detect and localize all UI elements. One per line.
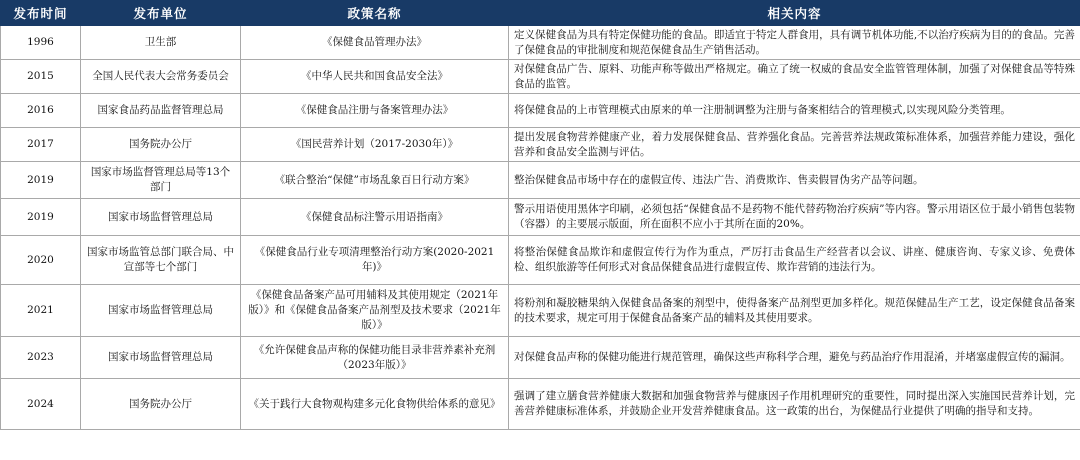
content-cell: 对保健食品声称的保健功能进行规范管理，确保这些声称科学合理，避免与药品治疗作用混淆，并堵塞虚假宣传的漏洞。 — [509, 337, 1080, 379]
policy-cell: 《允许保健食品声称的保健功能目录非营养素补充剂（2023年版）》 — [241, 337, 509, 379]
year-cell: 2016 — [1, 94, 81, 128]
content-cell: 将整治保健食品欺诈和虚假宣传行为作为重点，严厉打击食品生产经营者以会议、讲座、健康咨询、专家义诊、免费体检、组织旅游等任何形式对食品保健食品进行虚假宣传、欺诈营销的违法行为。 — [509, 236, 1080, 285]
policy-cell: 《保健食品行业专项清理整治行动方案(2020-2021年)》 — [241, 236, 509, 285]
unit-cell: 国务院办公厅 — [81, 379, 241, 430]
unit-cell: 国家市场监督管理总局 — [81, 337, 241, 379]
table-row — [1, 128, 1080, 162]
table-row — [1, 337, 1080, 379]
unit-cell: 国务院办公厅 — [81, 128, 241, 162]
table-row — [1, 94, 1080, 128]
year-cell: 2020 — [1, 236, 81, 285]
header-content: 相关内容 — [509, 1, 1080, 26]
table-row — [1, 236, 1080, 285]
policy-cell: 《保健食品备案产品可用辅料及其使用规定（2021年版）》和《保健食品备案产品剂型及技术要求（2021年版）》 — [241, 285, 509, 337]
table-row — [1, 199, 1080, 236]
year-cell: 2019 — [1, 162, 81, 199]
unit-cell: 国家市场监管总部门联合局、中宣部等七个部门 — [81, 236, 241, 285]
year-cell: 2015 — [1, 60, 81, 94]
policy-cell: 《保健食品管理办法》 — [241, 26, 509, 60]
policy-cell: 《保健食品注册与备案管理办法》 — [241, 94, 509, 128]
header-policy: 政策名称 — [241, 1, 509, 26]
year-cell: 2023 — [1, 337, 81, 379]
year-cell: 2021 — [1, 285, 81, 337]
unit-cell: 国家市场监督管理总局 — [81, 285, 241, 337]
header-date: 发布时间 — [1, 1, 81, 26]
table-row — [1, 285, 1080, 337]
content-cell: 强调了建立膳食营养健康大数据和加强食物营养与健康因子作用机理研究的重要性，同时提出深入实施国民营养计划，完善营养健康标准体系，并鼓励企业开发营养健康食品。这一政策的出台，为保健品行业提供了明确的指导和支持。 — [509, 379, 1080, 430]
table-row — [1, 60, 1080, 94]
unit-cell: 卫生部 — [81, 26, 241, 60]
content-cell: 将粉剂和凝胶糖果纳入保健食品备案的剂型中，使得备案产品剂型更加多样化。规范保健品生产工艺，设定保健食品备案的技术要求，规定可用于保健食品备案产品的辅料及其使用要求。 — [509, 285, 1080, 337]
policy-cell: 《中华人民共和国食品安全法》 — [241, 60, 509, 94]
policy-cell: 《联合整治“保健”市场乱象百日行动方案》 — [241, 162, 509, 199]
table-row — [1, 379, 1080, 430]
unit-cell: 国家市场监督管理总局等13个部门 — [81, 162, 241, 199]
policy-cell: 《保健食品标注警示用语指南》 — [241, 199, 509, 236]
year-cell: 2017 — [1, 128, 81, 162]
content-cell: 对保健食品广告、原料、功能声称等做出严格规定。确立了统一权威的食品安全监管管理体制，加强了对保健食品等特殊食品的监管。 — [509, 60, 1080, 94]
content-cell: 整治保健食品市场中存在的虚假宣传、违法广告、消费欺诈、售卖假冒伪劣产品等问题。 — [509, 162, 1080, 199]
policy-cell: 《关于践行大食物观构建多元化食物供给体系的意见》 — [241, 379, 509, 430]
unit-cell: 国家市场监督管理总局 — [81, 199, 241, 236]
table-row — [1, 26, 1080, 60]
unit-cell: 国家食品药品监督管理总局 — [81, 94, 241, 128]
content-cell: 定义保健食品为具有特定保健功能的食品。即适宜于特定人群食用，具有调节机体功能,不以治疗疾病为目的的食品。完善了保健食品的审批制度和规范保健食品生产销售活动。 — [509, 26, 1080, 60]
table-body — [1, 26, 1080, 430]
header-row — [1, 1, 1080, 26]
content-cell: 警示用语使用黑体字印刷，必须包括“保健食品不是药物不能代替药物治疗疾病”等内容。警示用语区位于最小销售包装物（容器）的主要展示版面，所在面积不应小于其所在面的20%。 — [509, 199, 1080, 236]
policy-cell: 《国民营养计划（2017-2030年）》 — [241, 128, 509, 162]
table-header — [1, 1, 1080, 26]
content-cell: 提出发展食物营养健康产业，着力发展保健食品、营养强化食品。完善营养法规政策标准体系，加强营养能力建设，强化营养和食品安全监测与评估。 — [509, 128, 1080, 162]
header-unit: 发布单位 — [81, 1, 241, 26]
unit-cell: 全国人民代表大会常务委员会 — [81, 60, 241, 94]
content-cell: 将保健食品的上市管理模式由原来的单一注册制调整为注册与备案相结合的管理模式,以实现风险分类管理。 — [509, 94, 1080, 128]
year-cell: 2019 — [1, 199, 81, 236]
year-cell: 2024 — [1, 379, 81, 430]
table-row — [1, 162, 1080, 199]
year-cell: 1996 — [1, 26, 81, 60]
